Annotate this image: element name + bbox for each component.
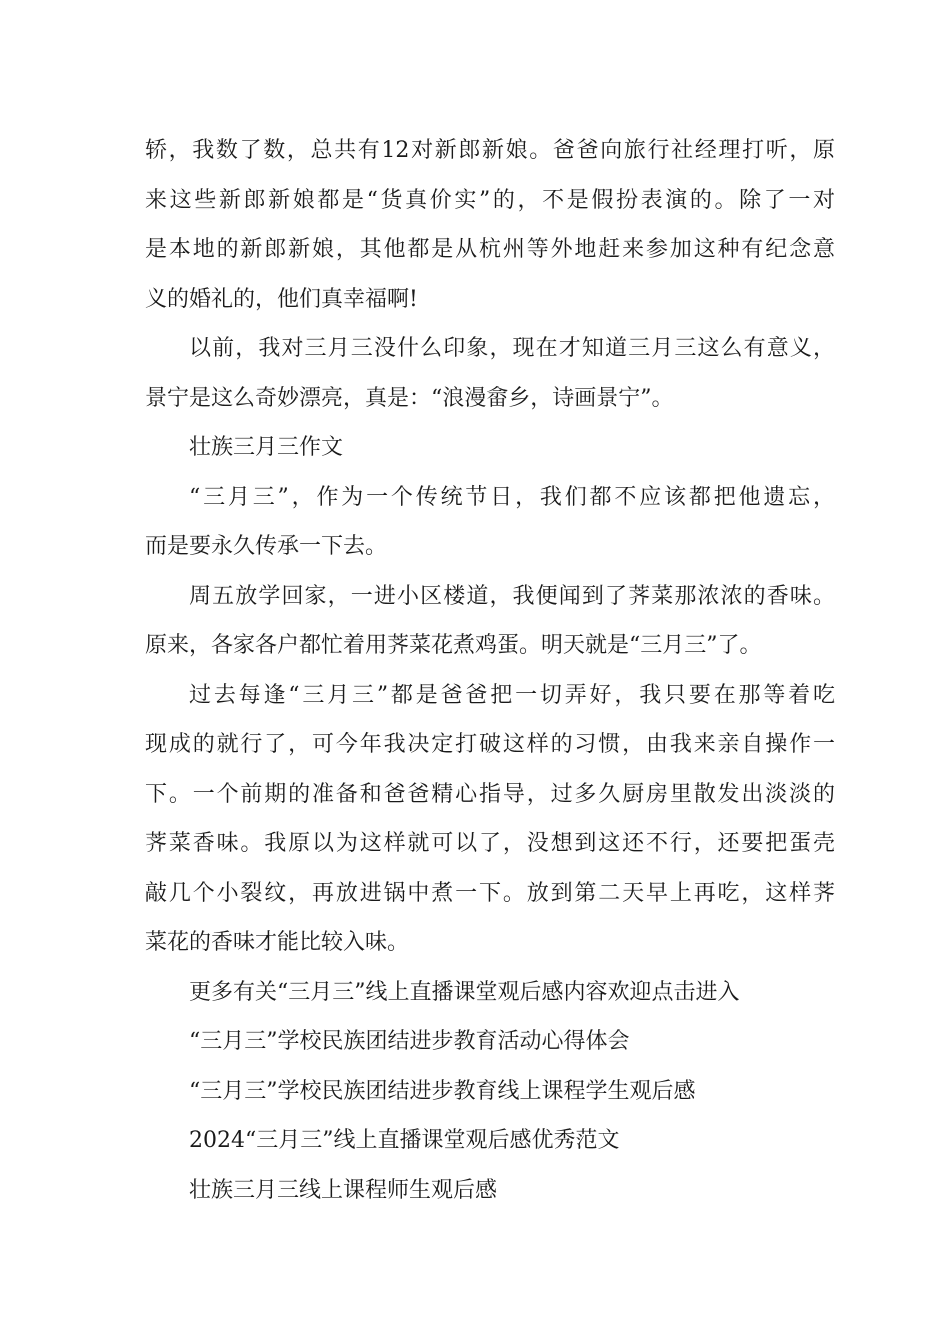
related-article-1: “三月三”学校民族团结进步教育活动心得体会 — [189, 1029, 630, 1054]
text-line-15: 荠菜香味。我原以为这样就可以了，没想到这还不行，还要把蛋壳 — [145, 831, 835, 856]
related-article-4: 壮族三月三线上课程师生观后感 — [189, 1177, 498, 1203]
related-articles-intro: 更多有关“三月三”线上直播课堂观后感内容欢迎点击进入 — [189, 979, 740, 1005]
text-line-6: 景宁是这么奇妙漂亮，真是：“浪漫畲乡，诗画景宁”。 — [145, 385, 674, 411]
text-line-16: 敲几个小裂纹，再放进锅中煮一下。放到第二天早上再吃，这样荠 — [145, 880, 835, 906]
section-heading: 壮族三月三作文 — [189, 435, 344, 460]
text-line-5: 以前，我对三月三没什么印象，现在才知道三月三这么有意义， — [189, 336, 835, 361]
text-line-12: 过去每逢“三月三”都是爸爸把一切弄好，我只要在那等着吃 — [189, 682, 835, 708]
text-line-1: 轿，我数了数，总共有12对新郎新娘。爸爸向旅行社经理打听，原 — [145, 138, 835, 163]
text-line-9: 而是要永久传承一下去。 — [145, 534, 388, 559]
text-line-17: 菜花的香味才能比较入味。 — [145, 930, 410, 955]
text-line-4: 义的婚礼的，他们真幸福啊! — [145, 286, 418, 312]
text-line-3: 是本地的新郎新娘，其他都是从杭州等外地赶来参加这种有纪念意 — [145, 237, 835, 262]
text-line-13: 现成的就行了，可今年我决定打破这样的习惯，由我来亲自操作一 — [145, 732, 835, 757]
text-line-2: 来这些新郎新娘都是“货真价实”的，不是假扮表演的。除了一对 — [145, 187, 835, 213]
related-article-2: “三月三”学校民族团结进步教育线上课程学生观后感 — [189, 1078, 696, 1104]
related-article-3: 2024“三月三”线上直播课堂观后感优秀范文 — [189, 1128, 620, 1153]
document-body — [145, 126, 835, 1215]
text-line-11: 原来，各家各户都忙着用荠菜花煮鸡蛋。明天就是“三月三”了。 — [145, 633, 762, 658]
text-line-8: “三月三”，作为一个传统节日，我们都不应该都把他遗忘， — [189, 484, 835, 510]
text-line-10: 周五放学回家，一进小区楼道，我便闻到了荠菜那浓浓的香味。 — [189, 583, 835, 609]
text-line-14: 下。一个前期的准备和爸爸精心指导，过多久厨房里散发出淡淡的 — [145, 781, 835, 807]
